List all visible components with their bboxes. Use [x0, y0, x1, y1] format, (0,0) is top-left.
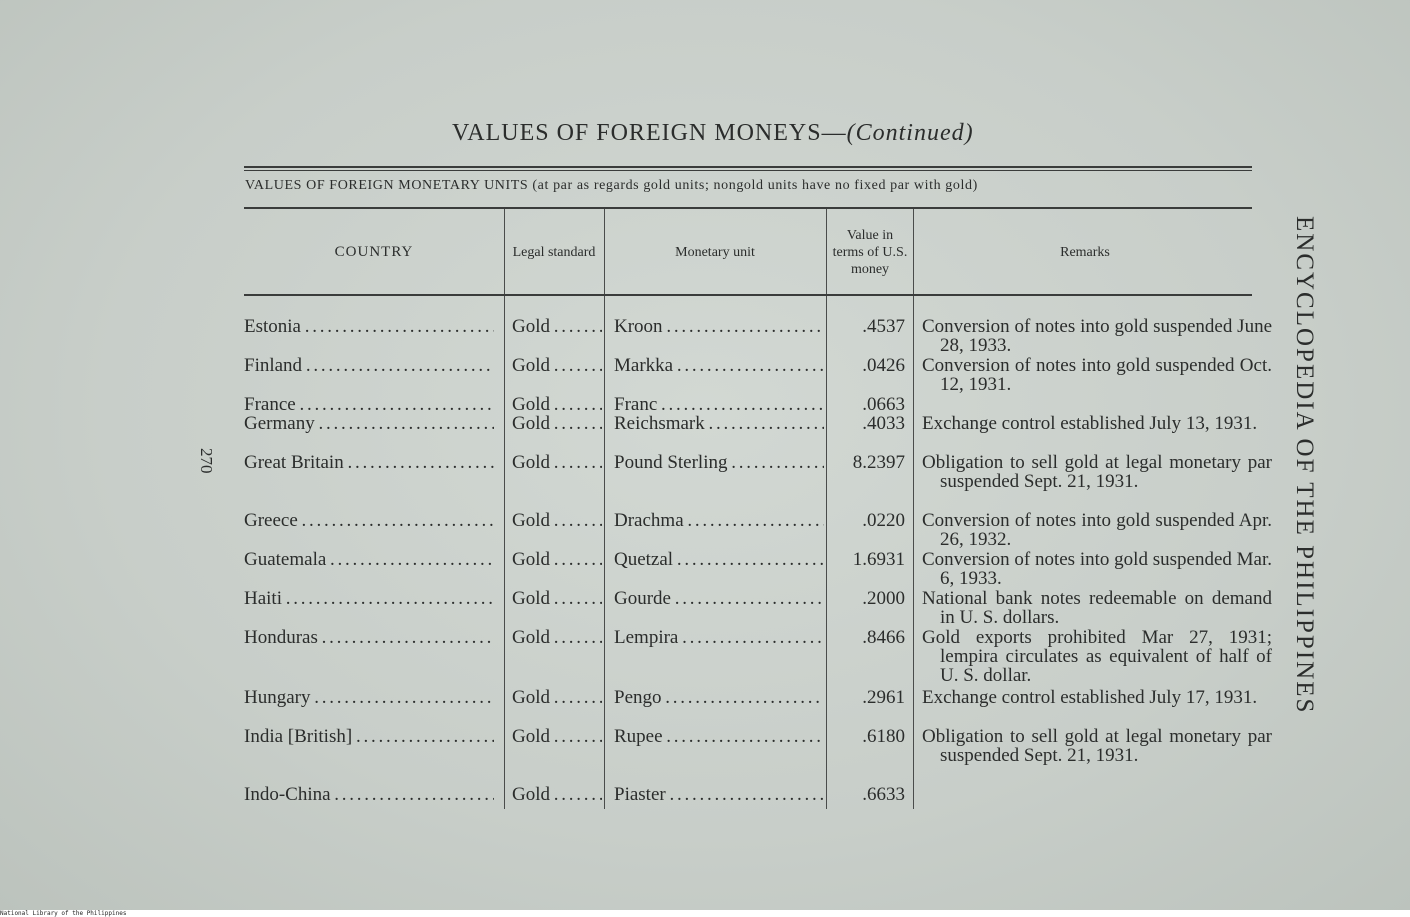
header-monetary-unit: Monetary unit [675, 244, 755, 260]
title-main: VALUES OF FOREIGN MONEYS— [452, 120, 847, 146]
unit-cell: Piaster . . . [614, 785, 824, 805]
header-value: Value in terms of U.S. money [832, 227, 908, 277]
standard-cell: Gold . . . [512, 395, 602, 415]
value-cell: .4537 [862, 316, 905, 337]
standard-cell: Gold . . . [512, 550, 602, 570]
unit-cell: Quetzal . . . [614, 550, 824, 570]
value-cell: .2961 [862, 687, 905, 708]
col-divider-3 [826, 209, 827, 809]
page-title [452, 120, 1092, 147]
value-cell: .0663 [862, 394, 905, 415]
value-cell: 1.6931 [852, 549, 905, 570]
standard-cell: Gold . . . [512, 511, 602, 531]
remarks-cell: Conversion of notes into gold suspended Oct. 12, 1931. [922, 355, 1272, 395]
remarks-cell: Obligation to sell gold at legal monetary par suspended Sept. 21, 1931. [922, 726, 1272, 766]
standard-cell: Gold . . . [512, 317, 602, 337]
header-bottom-rule [244, 294, 1252, 296]
country-cell: Finland . . . [244, 356, 494, 376]
remarks-cell: National bank notes redeemable on demand in U. S. dollars. [922, 588, 1272, 628]
standard-cell: Gold . . . [512, 414, 602, 434]
header-remarks: Remarks [1060, 244, 1110, 260]
table-subtitle: VALUES OF FOREIGN MONETARY UNITS (at par as regards gold units; nongold units have no fixed par with gold) [245, 178, 978, 193]
remarks-cell: Obligation to sell gold at legal monetary par suspended Sept. 21, 1931. [922, 452, 1272, 492]
header-top-rule [244, 207, 1252, 209]
country-cell: Indo-China . . . [244, 785, 494, 805]
remarks-cell: Conversion of notes into gold suspended Apr. 26, 1932. [922, 510, 1272, 550]
unit-cell: Gourde . . . [614, 589, 824, 609]
standard-cell: Gold . . . [512, 688, 602, 708]
value-cell: .2000 [862, 588, 905, 609]
remarks-cell: Exchange control established July 13, 1931. [922, 413, 1258, 434]
standard-cell: Gold . . . [512, 628, 602, 648]
unit-cell: Lempira . . . [614, 628, 824, 648]
standard-cell: Gold . . . [512, 453, 602, 473]
value-cell: .4033 [862, 413, 905, 434]
remarks-cell: Exchange control established July 17, 1931. [922, 687, 1258, 708]
value-cell: 8.2397 [852, 452, 905, 473]
remarks-cell: Gold exports prohibited Mar 27, 1931; lempira circulates as equivalent of half of U. S. dollar. [922, 627, 1272, 686]
value-cell: .8466 [862, 627, 905, 648]
country-cell: France . . . [244, 395, 494, 415]
country-cell: Greece . . . [244, 511, 494, 531]
title-continued: (Continued) [846, 120, 974, 146]
page-number: 270 [197, 448, 216, 474]
col-divider-2 [604, 209, 605, 809]
unit-cell: Rupee . . . [614, 727, 824, 747]
country-cell: Great Britain . . . [244, 453, 494, 473]
col-divider-4 [913, 209, 914, 809]
standard-cell: Gold . . . [512, 785, 602, 805]
value-cell: .0220 [862, 510, 905, 531]
country-cell: Guatemala . . . [244, 550, 494, 570]
header-legal-standard: Legal standard [512, 244, 596, 260]
remarks-cell: Conversion of notes into gold suspended Mar. 6, 1933. [922, 549, 1272, 589]
top-rule-thin [244, 170, 1252, 171]
running-head-vertical: ENCYCLOPEDIA OF THE PHILIPPINES [1291, 215, 1318, 715]
col-divider-1 [504, 209, 505, 809]
standard-cell: Gold . . . [512, 727, 602, 747]
standard-cell: Gold . . . [512, 356, 602, 376]
footer-credit: National Library of the Philippines [0, 910, 1410, 917]
header-country: COUNTRY [334, 243, 414, 260]
unit-cell: Markka . . . [614, 356, 824, 376]
remarks-cell: Conversion of notes into gold suspended June 28, 1933. [922, 316, 1272, 356]
value-cell: .6633 [862, 784, 905, 805]
unit-cell: Pound Sterling . . . [614, 453, 824, 473]
standard-cell: Gold . . . [512, 589, 602, 609]
unit-cell: Franc . . . [614, 395, 824, 415]
country-cell: Germany . . . [244, 414, 494, 434]
country-cell: Honduras . . . [244, 628, 494, 648]
country-cell: Estonia . . . [244, 317, 494, 337]
unit-cell: Pengo . . . [614, 688, 824, 708]
country-cell: Haiti . . . [244, 589, 494, 609]
unit-cell: Kroon . . . [614, 317, 824, 337]
unit-cell: Reichsmark . . . [614, 414, 824, 434]
country-cell: India [British] . . . [244, 727, 494, 747]
top-rule [244, 166, 1252, 168]
country-cell: Hungary . . . [244, 688, 494, 708]
value-cell: .6180 [862, 726, 905, 747]
value-cell: .0426 [862, 355, 905, 376]
unit-cell: Drachma . . . [614, 511, 824, 531]
